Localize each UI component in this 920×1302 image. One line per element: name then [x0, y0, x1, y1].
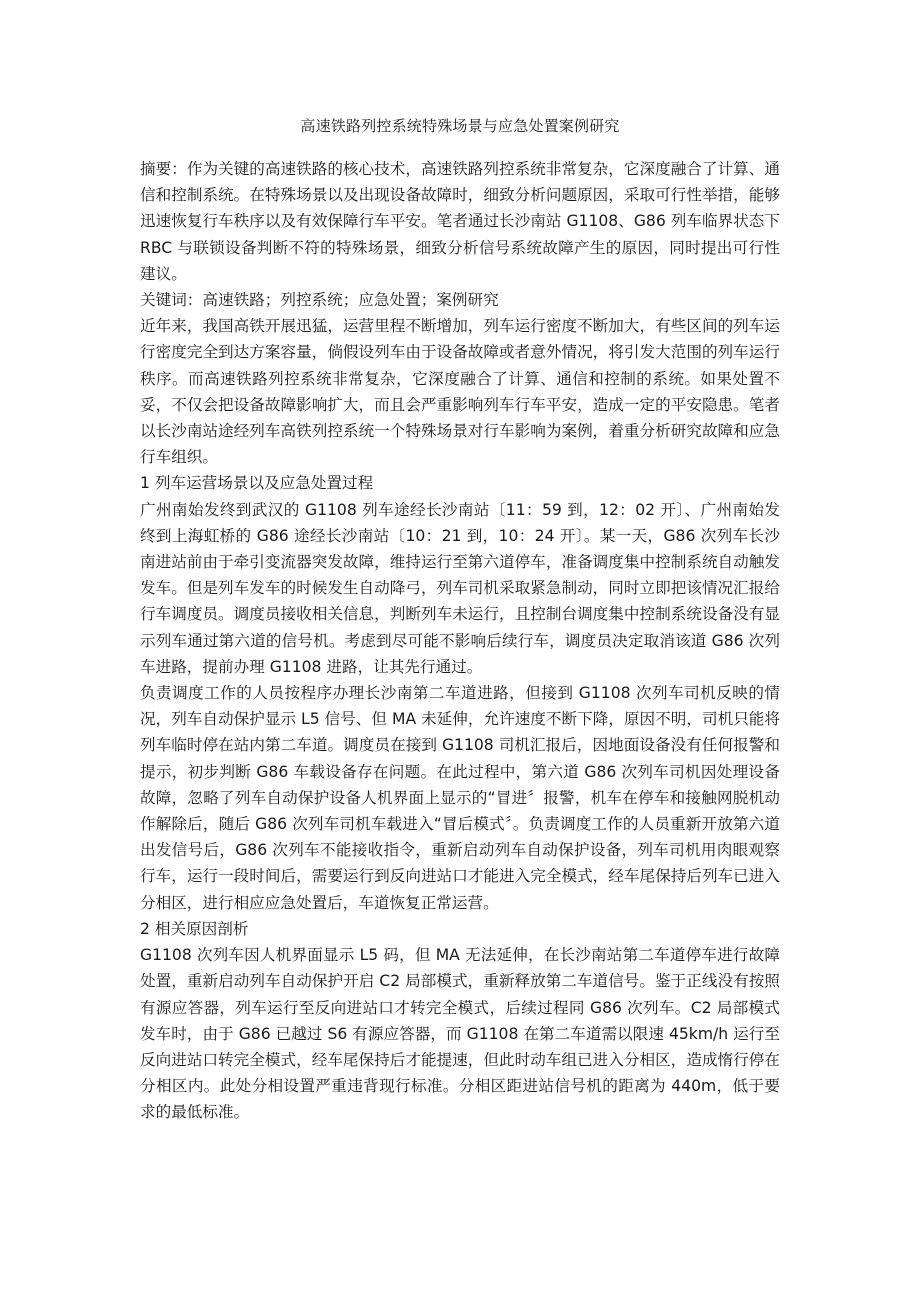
keywords-paragraph: 关键词：高速铁路；列控系统；应急处置；案例研究 — [140, 291, 499, 310]
document-title: 高速铁路列控系统特殊场景与应急处置案例研究 — [300, 117, 620, 135]
section-heading-1: 1 列车运营场景以及应急处置过程 — [140, 474, 374, 493]
section-1-paragraph-1: 广州南始发终到武汉的 G1108 列车途经长沙南站〔11：59 到，12：02 开〕、广州南始发终到上海虹桥的 G86 途经长沙南站〔10：21 到，10：24 开〕。某一天，G86 次列车长沙南进站前由于牵引变流器突发故障，维持运行至第六道停车，准备调度集中控制系统自动触发发车。但是列车发车的时候发生自动降弓，列车司机采取紧急制动，同时立即把该情况汇报给行车调度员。调度员接收相关信息，判断列车未运行，且控制台调度集中控制系统设备没有显示列车通过第六道的信号机。考虑到尽可能不影响后续行车，调度员决定取消该道 G86 次列车进路，提前办理 G1108 进路，让其先行通过。 — [140, 500, 780, 676]
section-1-paragraph-2: 负责调度工作的人员按程序办理长沙南第二车道进路，但接到 G1108 次列车司机反映的情况，列车自动保护显示 L5 信号、但 MA 未延伸，允许速度不断下降，原因不明，司机只能将列车临时停在站内第二车道。调度员在接到 G1108 司机汇报后，因地面设备没有任何报警和提示，初步判断 G86 车载设备存在问题。在此过程中，第六道 G86 次列车司机因处理设备故障，忽略了列车自动保护设备人机界面上显示的“冒进〞报警，机车在停车和接触网脱机动作解除后，随后 G86 次列车司机车载进入“冒后模式〞。负责调度工作的人员重新开放第六道出发信号后，G86 次列车不能接收指令，重新启动列车自动保护设备，列车司机用肉眼观察行车，运行一段时间后，需要运行到反向进站口才能进入完全模式，经车尾保持后列车已进入分相区，进行相应应急处置后，车道恢复正常运营。 — [140, 684, 780, 912]
intro-paragraph: 近年来，我国高铁开展迅猛，运营里程不断增加，列车运行密度不断加大，有些区间的列车运行密度完全到达方案容量，倘假设列车由于设备故障或者意外情况，将引发大范围的列车运行秩序。而高速铁路列控系统非常复杂，它深度融合了计算、通信和控制的系统。如果处置不妥，不仅会把设备故障影响扩大，而且会严重影响列车行车平安，造成一定的平安隐患。笔者以长沙南站途经列车高铁列控系统一个特殊场景对行车影响为案例，着重分析研究故障和应急行车组织。 — [140, 317, 780, 467]
document-body — [140, 156, 780, 1126]
section-2-paragraph-1: G1108 次列车因人机界面显示 L5 码，但 MA 无法延伸，在长沙南站第二车道停车进行故障处置，重新启动列车自动保护开启 C2 局部模式，重新释放第二车道信号。鉴于正线没有按照有源应答器，列车运行至反向进站口才转完全模式，后续过程同 G86 次列车。C2 局部模式发车时，由于 G86 已越过 S6 有源应答器，而 G1108 在第二车道需以限速 45km/h 运行至反向进站口转完全模式，经车尾保持后才能提速，但此时动车组已进入分相区，造成惰行停在分相区内。此处分相设置严重违背现行标准。分相区距进站信号机的距离为 440m，低于要求的最低标准。 — [140, 946, 780, 1122]
abstract-paragraph: 摘要：作为关键的高速铁路的核心技术，高速铁路列控系统非常复杂，它深度融合了计算、通信和控制系统。在特殊场景以及出现设备故障时，细致分析问题原因，采取可行性举措，能够迅速恢复行车秩序以及有效保障行车平安。笔者通过长沙南站 G1108、G86 列车临界状态下 RBC 与联锁设备判断不符的特殊场景，细致分析信号系统故障产生的原因，同时提出可行性建议。 — [140, 160, 780, 283]
section-heading-2: 2 相关原因剖析 — [140, 919, 249, 938]
